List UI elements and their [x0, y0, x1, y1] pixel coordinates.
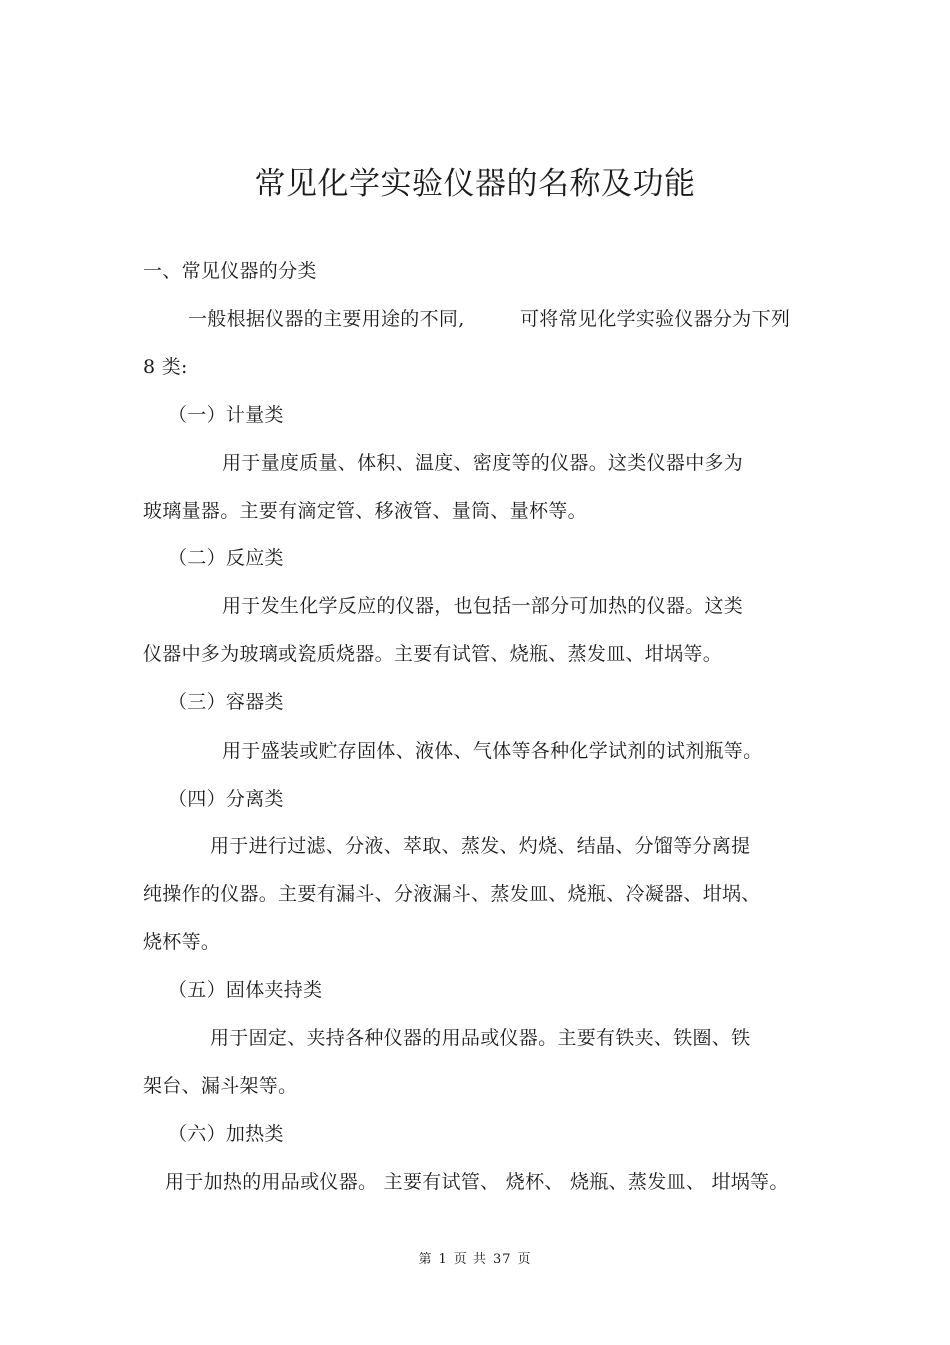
page-number: 1: [438, 1252, 448, 1267]
category-text-line: 仪器中多为玻璃或瓷质烧器。主要有试管、烧瓶、蒸发皿、坩埚等。: [143, 643, 723, 665]
category-text-line: 用于加热的用品或仪器。 主要有试管、 烧杯、 烧瓶、蒸发皿、 坩埚等。: [165, 1171, 789, 1193]
category-text-line: 用于发生化学反应的仪器，也包括一部分可加热的仪器。这类: [222, 595, 744, 617]
category-text-line: 用于固定、夹持各种仪器的用品或仪器。主要有铁夹、铁圈、铁: [210, 1027, 751, 1049]
category-heading: （二）反应类: [168, 547, 284, 569]
category-text-line: 架台、漏斗架等。: [143, 1075, 298, 1097]
footer-mid: 页 共: [453, 1252, 487, 1267]
intro-part-1: 一般根据仪器的主要用途的不同,: [188, 308, 465, 330]
category-text-line: 用于盛装或贮存固体、液体、气体等各种化学试剂的试剂瓶等。: [222, 740, 763, 762]
category-heading: （三）容器类: [168, 691, 284, 713]
section-heading: 一、常见仪器的分类: [143, 260, 317, 282]
intro-continuation: 8 类:: [143, 356, 188, 378]
category-text-line: 用于量度质量、体积、温度、密度等的仪器。这类仪器中多为: [222, 452, 744, 474]
category-heading: （一）计量类: [168, 404, 284, 426]
category-heading: （六）加热类: [168, 1123, 284, 1145]
category-text-line: 纯操作的仪器。主要有漏斗、分液漏斗、蒸发皿、烧瓶、冷凝器、坩埚、: [143, 883, 761, 905]
intro-part-2: 可将常见化学实验仪器分为下列: [520, 308, 791, 330]
document-title: 常见化学实验仪器的名称及功能: [254, 166, 696, 202]
page-footer: [0, 1248, 950, 1267]
category-text-line: 玻璃量器。主要有滴定管、移液管、量筒、量杯等。: [143, 500, 587, 522]
category-text-line: 用于进行过滤、分液、萃取、蒸发、灼烧、结晶、分馏等分离提: [210, 835, 751, 857]
category-heading: （五）固体夹持类: [168, 979, 323, 1001]
total-pages: 37: [492, 1252, 512, 1267]
footer-prefix: 第: [418, 1252, 433, 1267]
footer-suffix: 页: [517, 1252, 532, 1267]
category-heading: （四）分离类: [168, 788, 284, 810]
category-text-line: 烧杯等。: [143, 931, 221, 953]
